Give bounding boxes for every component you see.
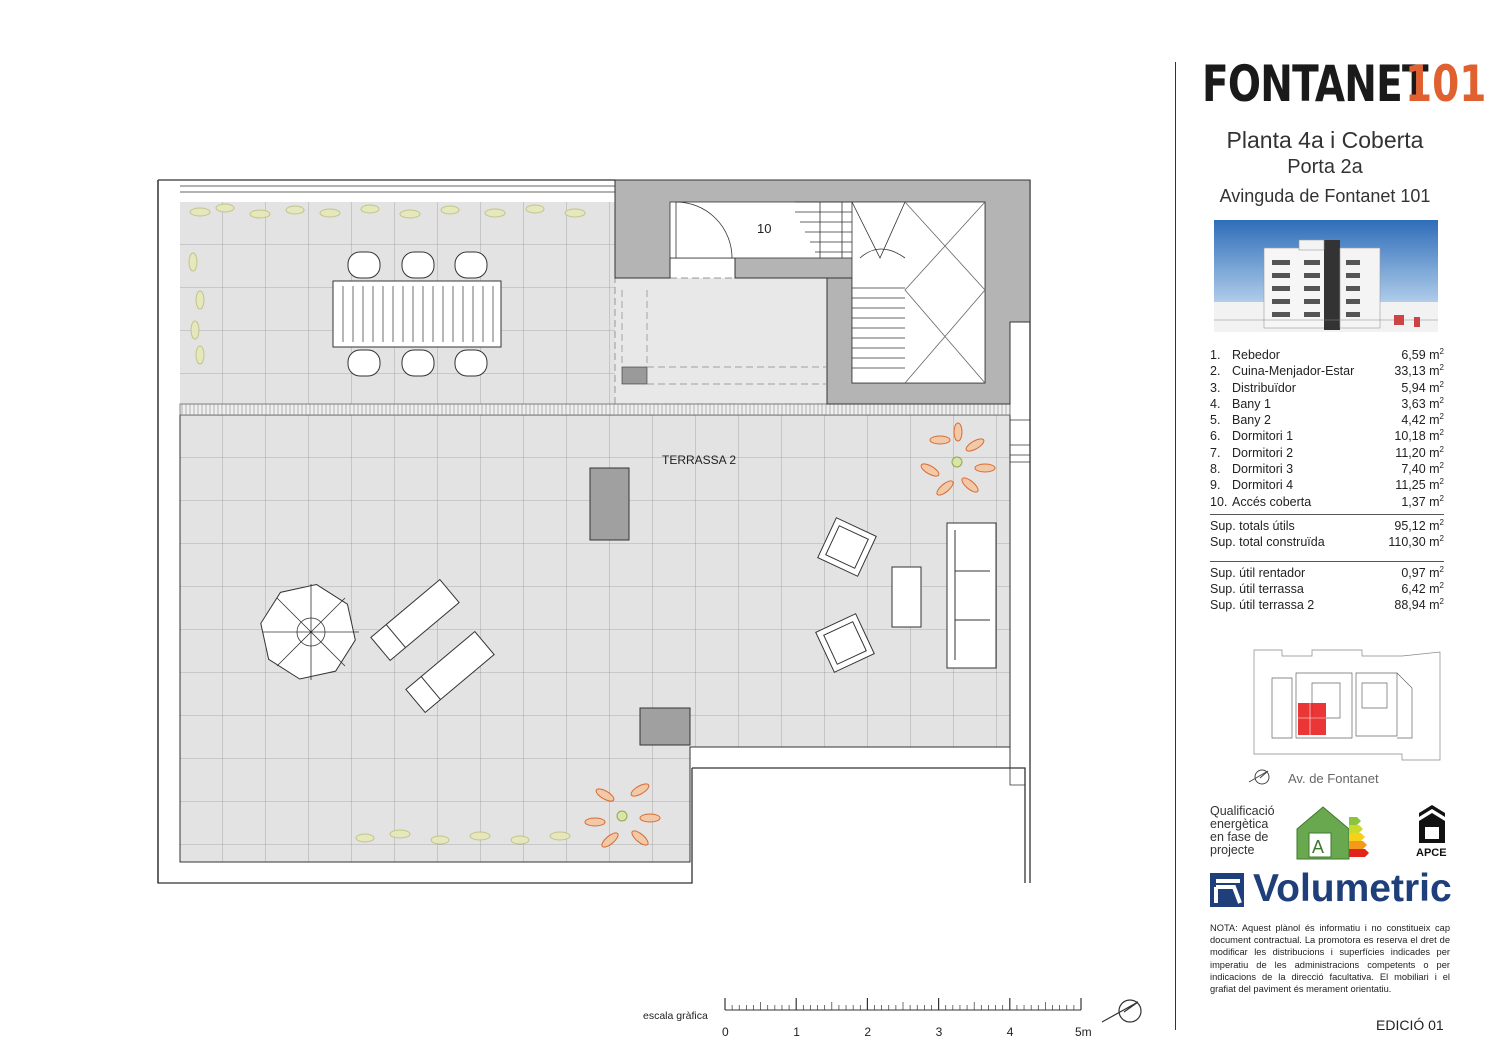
total-row-label: Sup. total construïda [1210, 535, 1325, 550]
room-row-label [1210, 347, 1280, 363]
room-row-area [1394, 428, 1444, 444]
energy-rating-letter: A [1312, 837, 1325, 857]
developer-logo [1210, 867, 1452, 912]
room-row [1210, 445, 1444, 461]
room-row [1210, 494, 1444, 510]
north-arrow-icon [1102, 1000, 1141, 1022]
developer-name: Volumetric [1253, 867, 1452, 910]
room-row-number: 2. [1210, 364, 1221, 379]
project-number: 101 [1405, 55, 1487, 113]
door-subtitle: Porta 2a [1287, 156, 1363, 178]
room-row-unit-sup: 2 [1439, 444, 1444, 454]
room-row-value: 11,25 m [1395, 478, 1440, 493]
extra-row-label: Sup. útil rentador [1210, 565, 1306, 580]
room-row-value: 3,63 m [1401, 396, 1440, 411]
room-row [1210, 477, 1444, 493]
room-10-label: 10 [757, 221, 772, 236]
street-direction-icon [1248, 768, 1272, 786]
room-row-value: 4,42 m [1401, 413, 1440, 428]
room-row-name: Rebedor [1232, 348, 1280, 362]
room-row-unit-sup: 2 [1439, 347, 1444, 356]
room-row-value: 6,59 m [1401, 348, 1440, 362]
room-row-number: 7. [1210, 445, 1221, 460]
separator [1210, 514, 1444, 515]
room-row [1210, 396, 1444, 412]
project-logo [1200, 55, 1487, 113]
room-row-area [1394, 363, 1444, 379]
room-row-label [1210, 477, 1293, 493]
room-row-value: 11,20 m [1395, 445, 1440, 460]
room-row-number: 3. [1210, 380, 1221, 395]
room-row-unit-sup: 2 [1439, 428, 1444, 438]
room-row-value: 7,40 m [1401, 462, 1440, 477]
extra-row [1210, 581, 1444, 597]
room-row [1210, 412, 1444, 428]
extra-row-area [1394, 597, 1444, 613]
extra-row-area [1401, 565, 1444, 581]
room-row-name: Accés coberta [1232, 494, 1312, 509]
address: Avinguda de Fontanet 101 [1219, 186, 1431, 206]
room-row-name: Dormitori 1 [1232, 429, 1294, 444]
scale-tick-label: 4 [1006, 1025, 1014, 1039]
extra-row-area [1401, 581, 1444, 597]
floor-title: Planta 4a i Coberta [1226, 127, 1424, 153]
room-row-unit-sup: 2 [1439, 379, 1444, 389]
total-row-label: Sup. totals útils [1210, 518, 1295, 533]
scale-bar [725, 998, 1081, 1010]
room-row-area [1401, 380, 1444, 396]
room-row-area [1395, 445, 1444, 461]
apce-logo [1415, 803, 1449, 859]
room-row-unit-sup: 2 [1439, 395, 1444, 405]
total-row-value: 110,30 m [1388, 535, 1440, 550]
total-row-area [1394, 518, 1444, 534]
building-thumbnail [1214, 220, 1438, 332]
room-row-name: Cuina-Menjador-Estar [1232, 364, 1355, 379]
scale-label: escala gràfica [643, 1010, 708, 1022]
room-row-name: Dormitori 3 [1232, 462, 1294, 477]
room-row-unit-sup: 2 [1439, 493, 1444, 503]
room-row-number: 9. [1210, 478, 1221, 493]
terrace-label: TERRASSA 2 [662, 453, 737, 467]
room-row-label [1210, 428, 1293, 444]
room-row-number: 1. [1210, 348, 1221, 362]
room-row-unit-sup: 2 [1439, 461, 1444, 471]
volumetric-icon [1210, 873, 1248, 909]
total-row [1210, 534, 1444, 550]
separator [1210, 561, 1444, 562]
room-row-value: 33,13 m [1394, 364, 1440, 379]
extra-row-unit-sup: 2 [1439, 564, 1444, 574]
room-row-label [1210, 396, 1271, 412]
room-row-area [1401, 494, 1444, 510]
extra-row-unit-sup: 2 [1439, 580, 1444, 590]
room-row-name: Dormitori 2 [1232, 445, 1294, 460]
extra-row-value: 88,94 m [1394, 598, 1440, 613]
room-row-number: 4. [1210, 396, 1221, 411]
room-row [1210, 461, 1444, 477]
room-row-name: Bany 1 [1232, 396, 1271, 411]
room-row-area [1401, 461, 1444, 477]
extra-row-label: Sup. útil terrassa [1210, 581, 1304, 596]
extra-row [1210, 597, 1444, 613]
room-row-label [1210, 461, 1293, 477]
room-row [1210, 347, 1444, 363]
total-row-value: 95,12 m [1394, 518, 1440, 533]
room-row [1210, 363, 1444, 379]
room-row-name: Bany 2 [1232, 413, 1271, 428]
room-row [1210, 380, 1444, 396]
room-row-name: Distribuïdor [1232, 380, 1296, 395]
energy-line: Qualificació [1210, 804, 1275, 818]
divider-line [1175, 62, 1176, 1030]
room-row-area [1395, 477, 1444, 493]
room-row-label [1210, 412, 1271, 428]
scale-tick-label: 1 [793, 1025, 800, 1039]
extra-row-unit-sup: 2 [1439, 597, 1444, 607]
legal-note: NOTA: Aquest plànol és informatiu i no constitueix cap document contractual. La promotora es reserva el dret de modificar les distribucions i superfícies indicades per imperatiu de les administracions competents o per indicacions de la direcció facultativa. El mobiliari i el grafiat del paviment és merament orientatiu. [1210, 923, 1450, 995]
scale-tick-label: 2 [864, 1025, 872, 1039]
street-label: Av. de Fontanet [1288, 771, 1379, 786]
extra-row-value: 6,42 m [1401, 581, 1440, 596]
room-row-unit-sup: 2 [1439, 363, 1444, 373]
extra-row-label: Sup. útil terrassa 2 [1210, 598, 1315, 613]
dining-set [333, 252, 501, 376]
room-row-area [1401, 396, 1444, 412]
energy-line: energètica [1210, 817, 1269, 831]
room-row [1210, 428, 1444, 444]
room-schedule [1210, 347, 1444, 613]
project-name: FONTANET [1202, 55, 1428, 113]
railing [180, 404, 1010, 415]
total-row-unit-sup: 2 [1439, 534, 1444, 544]
energy-rating-label [1210, 805, 1275, 857]
room-row-label [1210, 445, 1293, 461]
energy-line: projecte [1210, 843, 1255, 857]
edition-label: EDICIÓ 01 [1376, 1017, 1444, 1033]
room-row-label [1210, 363, 1354, 379]
room-row-value: 10,18 m [1394, 429, 1440, 444]
total-row-area [1388, 534, 1444, 550]
scale-tick-label: 3 [935, 1025, 943, 1039]
apce-text: APCE [1416, 847, 1447, 859]
room-row-number: 10. [1210, 494, 1228, 509]
extra-row-value: 0,97 m [1401, 565, 1440, 580]
room-row-number: 6. [1210, 429, 1221, 444]
room-row-area [1401, 347, 1444, 363]
total-row [1210, 518, 1444, 534]
total-row-unit-sup: 2 [1439, 517, 1444, 527]
room-row-number: 5. [1210, 413, 1221, 428]
room-row-area [1401, 412, 1444, 428]
room-row-number: 8. [1210, 462, 1221, 477]
location-key-plan [1252, 648, 1442, 768]
room-row-unit-sup: 2 [1439, 477, 1444, 487]
room-row-unit-sup: 2 [1439, 412, 1444, 422]
room-row-value: 1,37 m [1401, 494, 1440, 509]
energy-line: en fase de [1210, 830, 1269, 844]
room-row-name: Dormitori 4 [1232, 478, 1294, 493]
extra-row [1210, 565, 1444, 581]
energy-rating-house-icon [1295, 803, 1375, 861]
scale-tick-label: 5m [1075, 1025, 1092, 1039]
room-row-label [1210, 494, 1311, 510]
scale-tick-labels [722, 1025, 1092, 1039]
scale-tick-label: 0 [722, 1025, 729, 1039]
room-row-label [1210, 380, 1296, 396]
room-row-value: 5,94 m [1401, 380, 1440, 395]
